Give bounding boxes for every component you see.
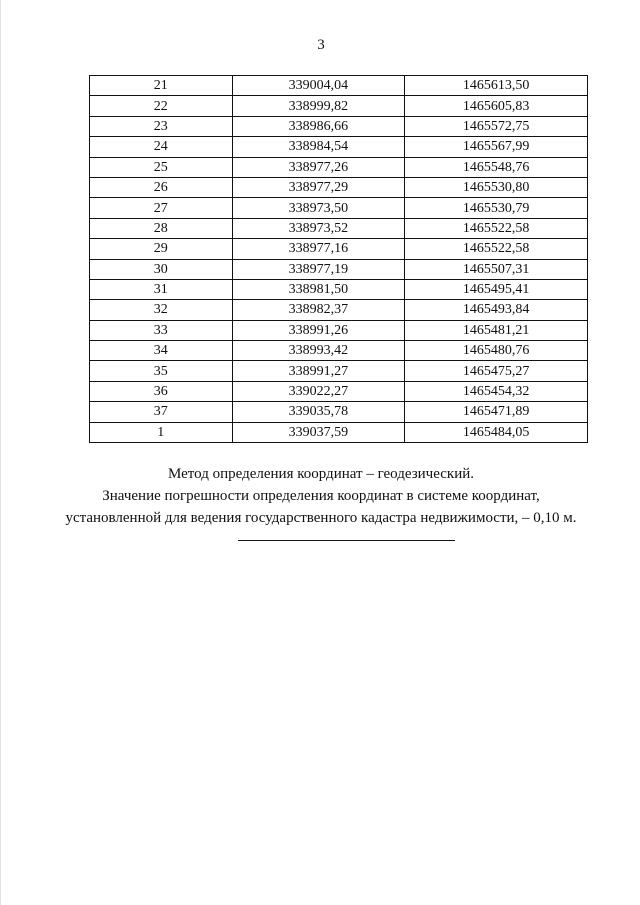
- table-row: [90, 96, 588, 116]
- y-coordinate-cell: 1465495,41: [405, 279, 588, 299]
- horizontal-rule: [238, 540, 455, 541]
- x-coordinate-cell: 338973,50: [232, 198, 405, 218]
- table-row: [90, 177, 588, 197]
- y-coordinate-cell: 1465507,31: [405, 259, 588, 279]
- x-coordinate-cell: 338981,50: [232, 279, 405, 299]
- page-number: 3: [317, 37, 325, 53]
- y-coordinate-cell: 1465613,50: [405, 76, 588, 96]
- table-row: [90, 300, 588, 320]
- x-coordinate-cell: 338986,66: [232, 116, 405, 136]
- table-row: [90, 76, 588, 96]
- y-coordinate-cell: 1465567,99: [405, 137, 588, 157]
- x-coordinate-cell: 338977,26: [232, 157, 405, 177]
- notes-block: [1, 463, 640, 529]
- table-row: [90, 422, 588, 442]
- x-coordinate-cell: 338991,26: [232, 320, 405, 340]
- point-number-cell: 31: [90, 279, 233, 299]
- coordinates-table-body: [90, 76, 588, 443]
- y-coordinate-cell: 1465484,05: [405, 422, 588, 442]
- point-number-cell: 28: [90, 218, 233, 238]
- point-number-cell: 24: [90, 137, 233, 157]
- point-number-cell: 37: [90, 402, 233, 422]
- coordinates-table: [89, 75, 588, 443]
- table-row: [90, 341, 588, 361]
- x-coordinate-cell: 338993,42: [232, 341, 405, 361]
- x-coordinate-cell: 338982,37: [232, 300, 405, 320]
- point-number-cell: 29: [90, 239, 233, 259]
- point-number-cell: 33: [90, 320, 233, 340]
- table-row: [90, 402, 588, 422]
- table-row: [90, 320, 588, 340]
- x-coordinate-cell: 338977,19: [232, 259, 405, 279]
- table-row: [90, 157, 588, 177]
- x-coordinate-cell: 339004,04: [232, 76, 405, 96]
- table-row: [90, 218, 588, 238]
- y-coordinate-cell: 1465572,75: [405, 116, 588, 136]
- table-row: [90, 361, 588, 381]
- y-coordinate-cell: 1465605,83: [405, 96, 588, 116]
- table-row: [90, 381, 588, 401]
- y-coordinate-cell: 1465522,58: [405, 218, 588, 238]
- x-coordinate-cell: 339035,78: [232, 402, 405, 422]
- point-number-cell: 36: [90, 381, 233, 401]
- point-number-cell: 27: [90, 198, 233, 218]
- table-row: [90, 259, 588, 279]
- point-number-cell: 26: [90, 177, 233, 197]
- point-number-cell: 25: [90, 157, 233, 177]
- accuracy-note-line-1: Значение погрешности определения координат в системе координат,: [102, 488, 540, 504]
- table-row: [90, 198, 588, 218]
- point-number-cell: 23: [90, 116, 233, 136]
- point-number-cell: 32: [90, 300, 233, 320]
- x-coordinate-cell: 339037,59: [232, 422, 405, 442]
- point-number-cell: 1: [90, 422, 233, 442]
- x-coordinate-cell: 338984,54: [232, 137, 405, 157]
- table-row: [90, 116, 588, 136]
- method-note: Метод определения координат – геодезический.: [168, 466, 474, 482]
- y-coordinate-cell: 1465481,21: [405, 320, 588, 340]
- x-coordinate-cell: 339022,27: [232, 381, 405, 401]
- y-coordinate-cell: 1465475,27: [405, 361, 588, 381]
- y-coordinate-cell: 1465493,84: [405, 300, 588, 320]
- point-number-cell: 35: [90, 361, 233, 381]
- y-coordinate-cell: 1465530,80: [405, 177, 588, 197]
- point-number-cell: 21: [90, 76, 233, 96]
- y-coordinate-cell: 1465480,76: [405, 341, 588, 361]
- x-coordinate-cell: 338977,16: [232, 239, 405, 259]
- y-coordinate-cell: 1465522,58: [405, 239, 588, 259]
- x-coordinate-cell: 338991,27: [232, 361, 405, 381]
- table-row: [90, 137, 588, 157]
- point-number-cell: 34: [90, 341, 233, 361]
- x-coordinate-cell: 338999,82: [232, 96, 405, 116]
- y-coordinate-cell: 1465548,76: [405, 157, 588, 177]
- y-coordinate-cell: 1465454,32: [405, 381, 588, 401]
- y-coordinate-cell: 1465471,89: [405, 402, 588, 422]
- x-coordinate-cell: 338977,29: [232, 177, 405, 197]
- table-row: [90, 239, 588, 259]
- point-number-cell: 30: [90, 259, 233, 279]
- y-coordinate-cell: 1465530,79: [405, 198, 588, 218]
- x-coordinate-cell: 338973,52: [232, 218, 405, 238]
- accuracy-note-line-2: установленной для ведения государственного кадастра недвижимости, – 0,10 м.: [65, 510, 577, 526]
- point-number-cell: 22: [90, 96, 233, 116]
- table-row: [90, 279, 588, 299]
